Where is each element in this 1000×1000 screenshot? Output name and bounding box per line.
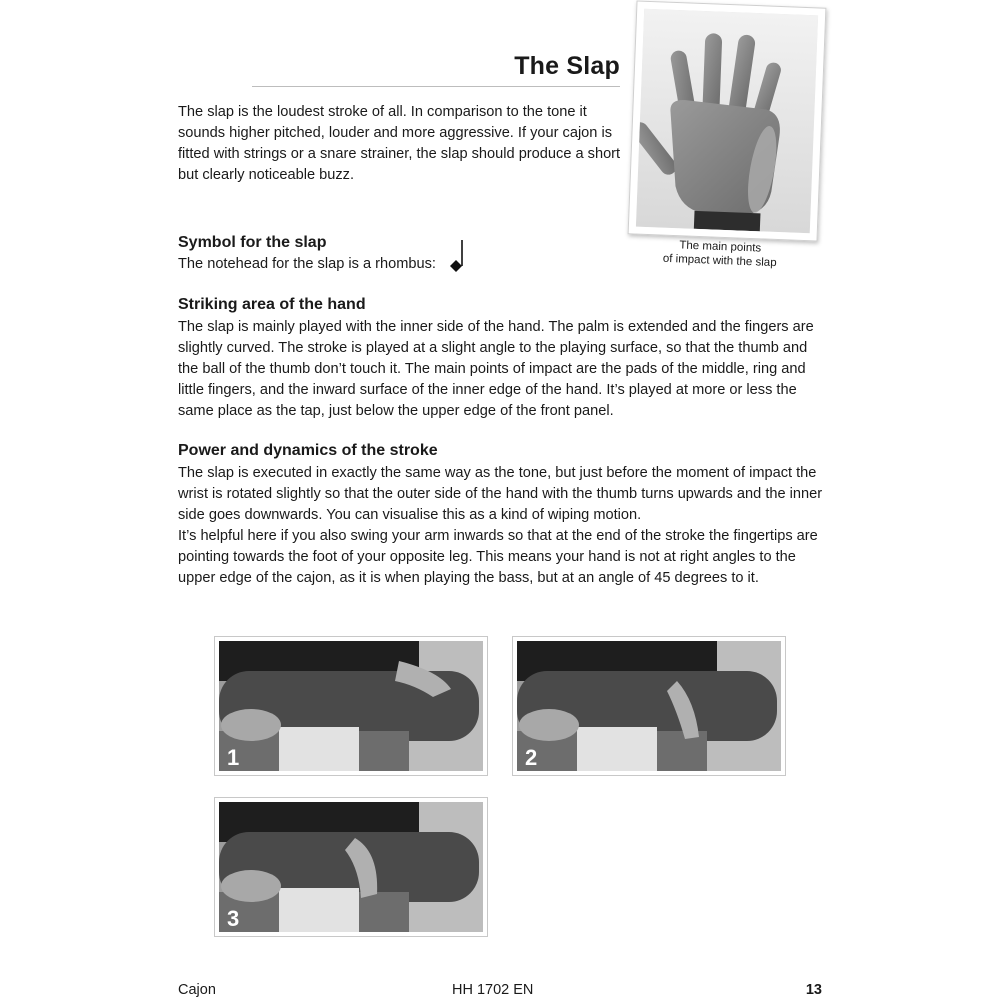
power-paragraph-1: The slap is executed in exactly the same way as the tone, but just before the moment of impact the wrist is rotated slightly so that the outer side of the hand with the thumb turns upwards and the inner side goes downwards. You can visualise this as a kind of wiping motion. [178, 465, 823, 523]
photo-2-illustration [517, 641, 781, 771]
intro-paragraph: The slap is the loudest stroke of all. In comparison to the tone it sounds higher pitched, louder and more aggressive. If your cajon is fitted with strings or a snare strainer, the slap should produce a short but clearly noticeable buzz. [178, 104, 621, 183]
photo-3-illustration [219, 802, 483, 932]
photo-step-1 [214, 636, 488, 776]
power-paragraph-2: It’s helpful here if you also swing your arm inwards so that at the end of the stroke the fingertips are pointing towards the foot of your opposite leg. This means your hand is not at right angles to the upper edge of the cajon, as it is when playing the bass, but at an angle of 45 degrees to it. [178, 528, 818, 586]
photo-step-3 [214, 797, 488, 937]
footer-catalog-number: HH 1702 EN [452, 982, 534, 998]
footer-book-title: Cajon [178, 982, 216, 998]
striking-paragraph: The slap is mainly played with the inner side of the hand. The palm is extended and the fingers are slightly curved. The stroke is played at a slight angle to the playing surface, so that the thumb and the ball of the thumb don’t touch it. The main points of impact are the pads of the middle, ring and little fingers, and the inward surface of the inner edge of the hand. It’s played at more or less the same place as the tap, just below the upper edge of the front panel. [178, 319, 814, 419]
photo-number-1: 1 [227, 745, 240, 770]
power-heading: Power and dynamics of the stroke [178, 442, 438, 459]
page-number: 13 [805, 982, 822, 998]
photo-number-3: 3 [227, 906, 240, 931]
hand-illustration [636, 9, 818, 234]
photo-step-2 [512, 636, 786, 776]
page-title: The Slap [514, 52, 620, 80]
symbol-heading: Symbol for the slap [178, 234, 327, 251]
rhombus-note-icon [448, 238, 468, 274]
striking-heading: Striking area of the hand [178, 296, 366, 313]
hand-photo-caption [650, 237, 791, 270]
photo-1-illustration [219, 641, 483, 771]
caption-line-2: of impact with the slap [662, 252, 777, 270]
symbol-text: The notehead for the slap is a rhombus: [178, 256, 436, 272]
title-divider [252, 86, 620, 87]
caption-line-1: The main points [679, 239, 762, 255]
hand-photo [628, 0, 827, 241]
photo-number-2: 2 [525, 745, 538, 770]
